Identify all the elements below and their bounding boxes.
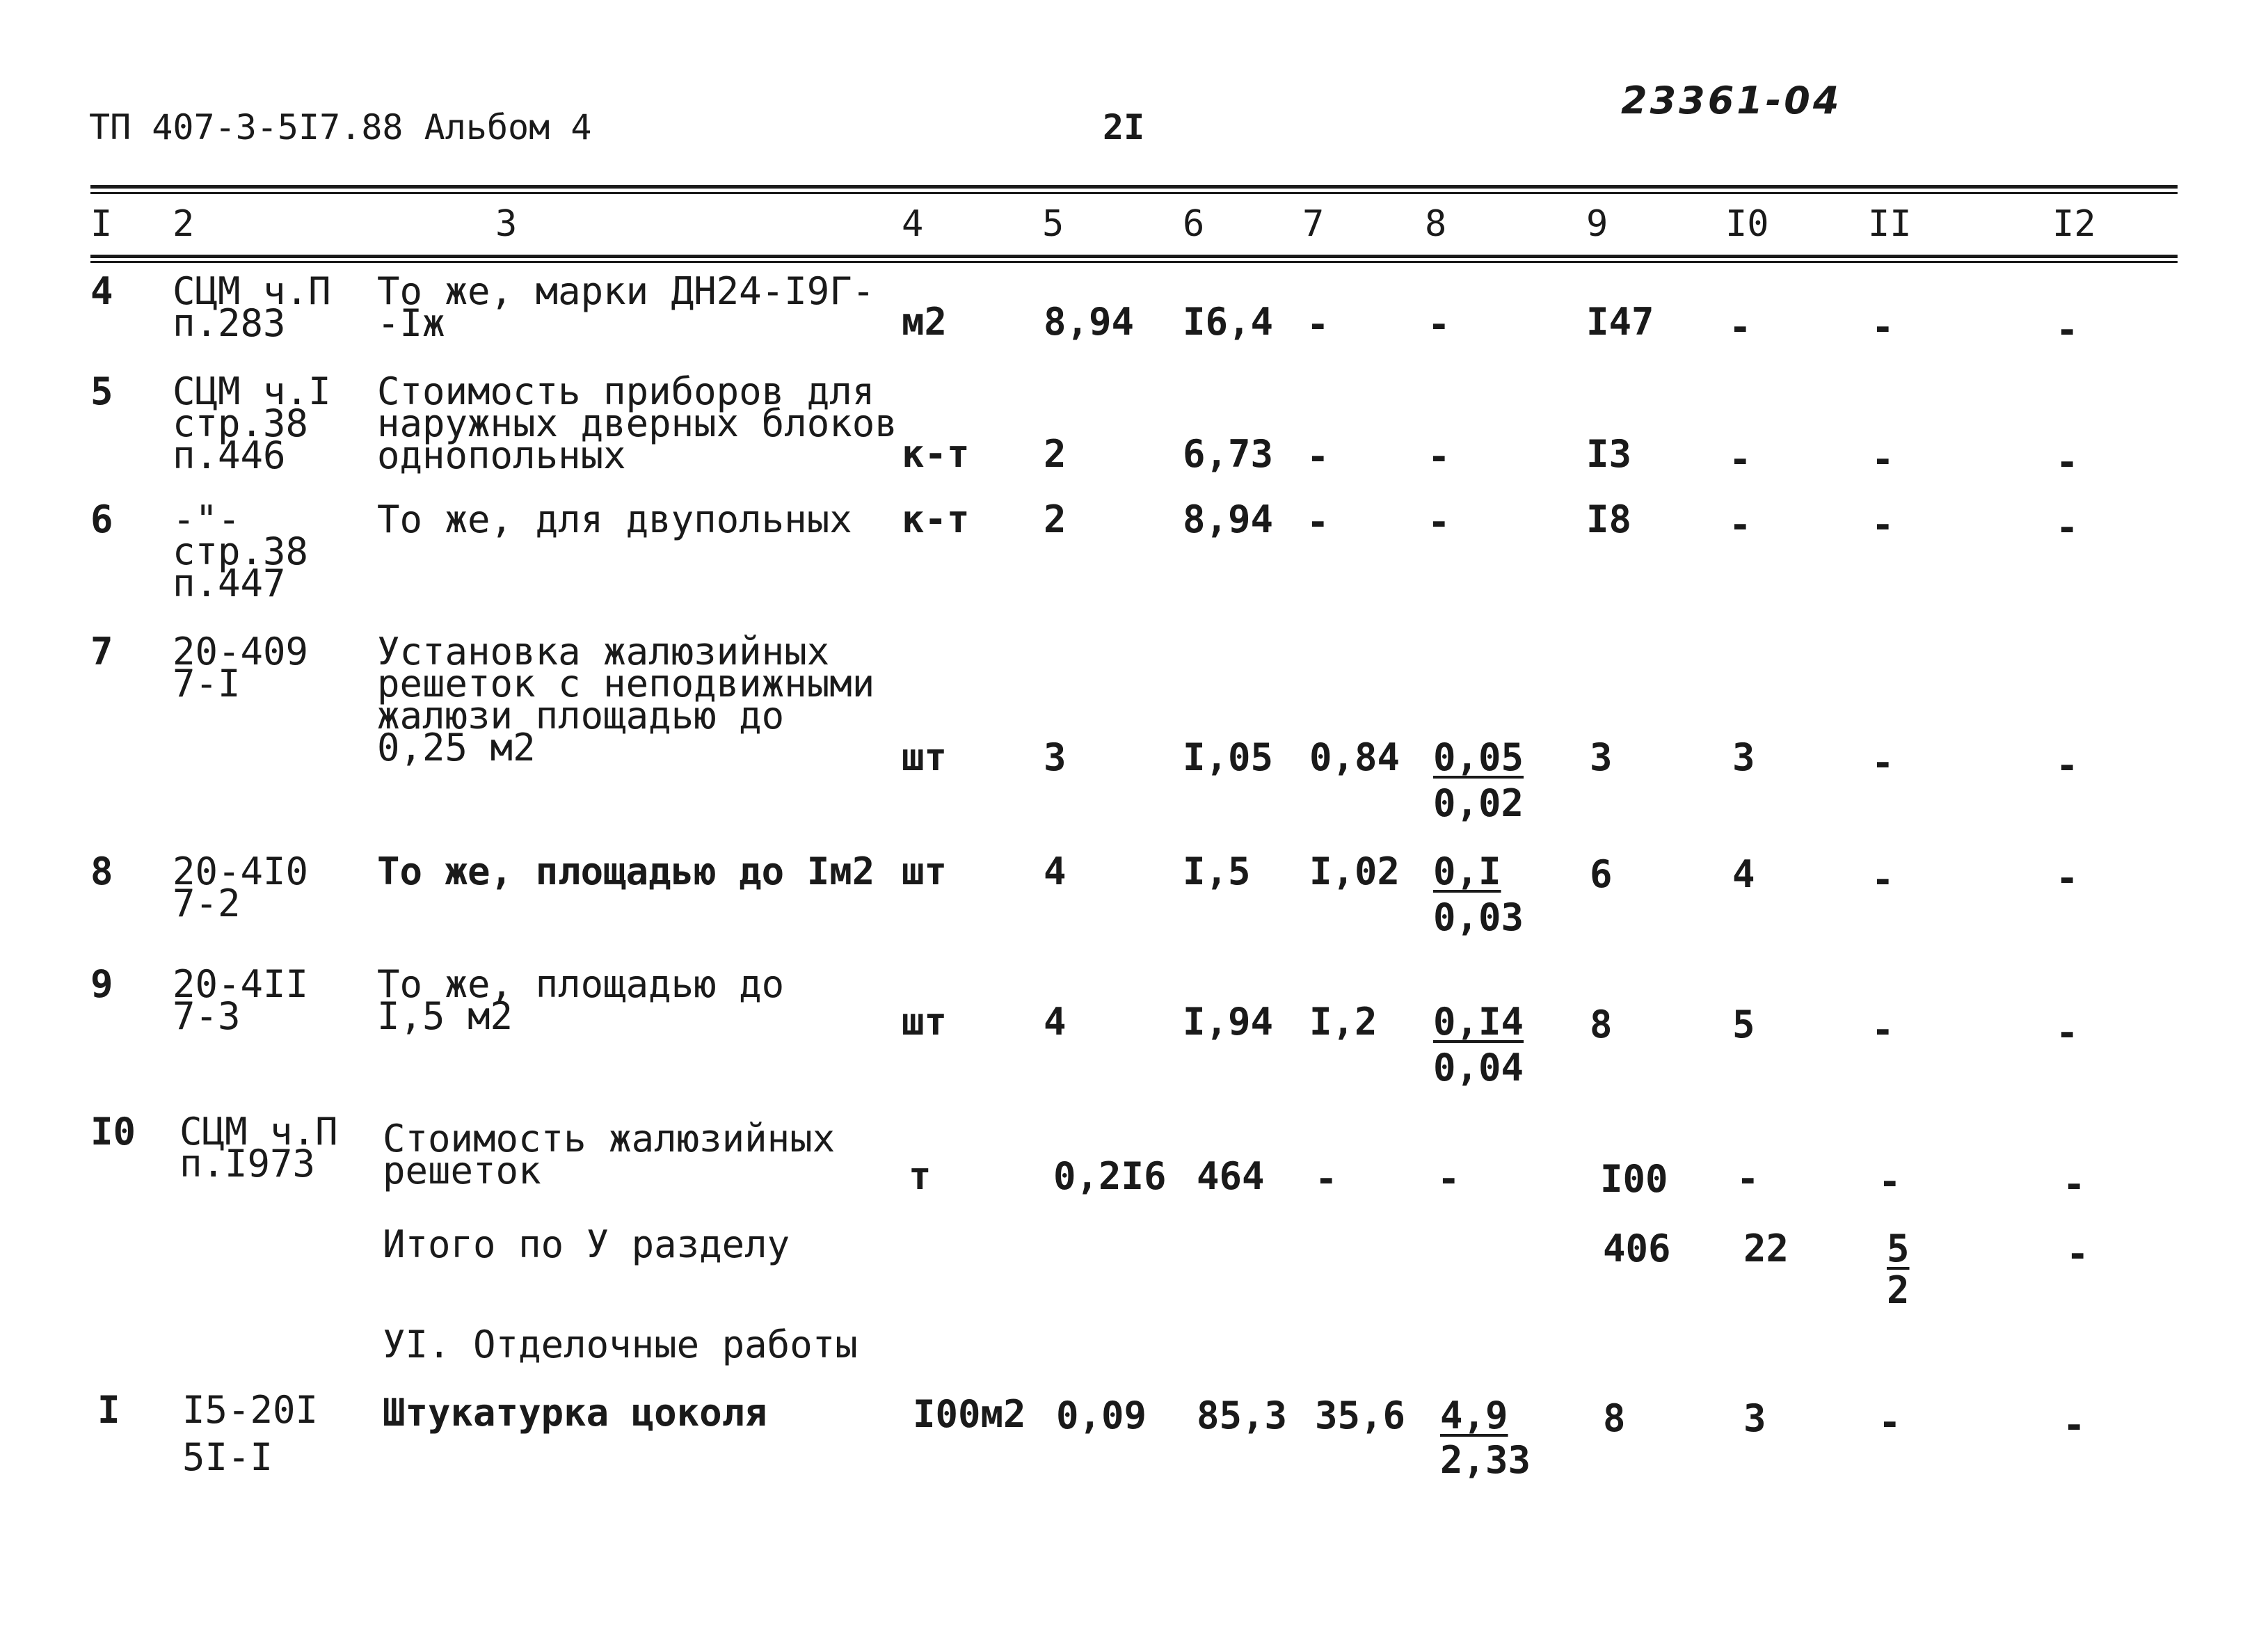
code-line: стр.38	[173, 529, 309, 573]
row-number: I	[97, 1388, 120, 1432]
description-line: То же, для двупольных	[377, 497, 852, 541]
col9-value: I00	[1600, 1157, 1668, 1201]
total-col11-numerator: 5	[1887, 1227, 1910, 1270]
col11-value: -	[1871, 503, 1894, 547]
col6-value: 464	[1197, 1154, 1265, 1198]
col5-value: 3	[1044, 735, 1067, 779]
col10-value: 3	[1743, 1396, 1766, 1440]
page-number: 2I	[1103, 107, 1145, 147]
col7-value: 35,6	[1315, 1394, 1406, 1437]
code-line: стр.38	[173, 401, 309, 445]
col5-value: 0,09	[1056, 1394, 1147, 1437]
section-title: УI. Отделочные работы	[383, 1323, 858, 1366]
unit: к-т	[902, 432, 970, 476]
row-code	[179, 1110, 338, 1186]
description-line: наружных дверных блоков	[377, 401, 897, 445]
description-line: жалюзи площадью до	[377, 694, 785, 737]
col7-value: -	[1307, 303, 1329, 346]
col5-value: 2	[1044, 432, 1067, 476]
row-code	[173, 269, 331, 345]
col8-fraction	[1433, 735, 1524, 825]
row-description	[377, 369, 897, 477]
col-header-8: 8	[1425, 203, 1447, 245]
col11-value: -	[1871, 858, 1894, 902]
col-header-2: 2	[173, 203, 195, 245]
code-line: 20-409	[173, 630, 309, 673]
col8-denominator: 0,04	[1433, 1046, 1524, 1090]
col8-numerator: 0,I	[1433, 850, 1501, 893]
col7-value: I,02	[1309, 850, 1400, 893]
col10-value: -	[1729, 438, 1752, 481]
col12-value: -	[2056, 744, 2079, 788]
unit: т	[909, 1154, 932, 1198]
col8-denominator: 0,03	[1433, 895, 1524, 939]
description-line: решеток с неподвижными	[377, 662, 875, 705]
col9-value: 6	[1590, 852, 1613, 896]
col7-value: -	[1315, 1157, 1338, 1201]
col-header-12: I2	[2052, 203, 2096, 245]
col6-value: I,05	[1183, 735, 1274, 779]
col10-value: 3	[1732, 735, 1755, 779]
row-number: 9	[90, 962, 113, 1006]
code-line: п.I973	[179, 1142, 316, 1186]
description-line: Установка жалюзийных	[377, 630, 830, 673]
col5-value: 4	[1044, 1000, 1067, 1044]
col11-value: -	[1871, 741, 1894, 785]
col-header-10: I0	[1725, 203, 1769, 245]
row-code	[173, 497, 309, 605]
column-header-rule	[90, 255, 2178, 258]
col7-value: I,2	[1309, 1000, 1377, 1044]
unit: м2	[902, 300, 948, 344]
col12-value: -	[2063, 1163, 2086, 1206]
row-number: I0	[90, 1110, 136, 1154]
col10-value: -	[1729, 305, 1752, 349]
col11-value: -	[1878, 1401, 1901, 1444]
row-description	[377, 850, 875, 893]
col6-value: I6,4	[1183, 300, 1274, 344]
row-description	[377, 962, 785, 1038]
col6-value: 85,3	[1197, 1394, 1288, 1437]
row-number: 5	[90, 369, 113, 413]
code-line: I5-20I	[182, 1388, 319, 1432]
row-description	[383, 1391, 767, 1435]
description-line: однопольных	[377, 433, 626, 477]
col8-numerator: 0,05	[1433, 735, 1524, 779]
col-header-6: 6	[1183, 203, 1205, 245]
code-line: 5I-I	[182, 1435, 273, 1479]
col-header-5: 5	[1042, 203, 1064, 245]
col9-value: I47	[1586, 300, 1654, 344]
row-number: 8	[90, 850, 113, 893]
col12-value: -	[2056, 308, 2079, 352]
col8-value: -	[1437, 1157, 1460, 1201]
row-code	[173, 369, 331, 477]
col9-value: I8	[1586, 497, 1632, 541]
col12-value: -	[2056, 440, 2079, 484]
total-col11-fraction	[1887, 1227, 1910, 1312]
code-line: 7-3	[173, 994, 241, 1038]
description-line: решеток	[383, 1149, 541, 1193]
code-line: 20-4II	[173, 962, 309, 1006]
code-line: СЦМ ч.П	[173, 269, 331, 313]
col11-value: -	[1871, 438, 1894, 481]
row-code	[173, 630, 309, 705]
archive-stamp: 23361-04	[1621, 79, 1842, 122]
row-description	[377, 269, 875, 345]
col5-value: 0,2I6	[1053, 1154, 1167, 1198]
col5-value: 8,94	[1044, 300, 1135, 344]
column-header-rule-2	[90, 261, 2178, 263]
col12-value: -	[2056, 506, 2079, 550]
total-col10: 22	[1743, 1227, 1789, 1270]
col6-value: I,94	[1183, 1000, 1274, 1044]
col8-value: -	[1428, 435, 1451, 479]
col-header-3: 3	[495, 203, 518, 245]
row-number: 4	[90, 269, 113, 313]
code-line: СЦМ ч.П	[179, 1110, 338, 1154]
description-line: 0,25 м2	[377, 726, 536, 769]
col8-fraction	[1440, 1394, 1531, 1482]
description-line: То же, площадью до Iм2	[377, 850, 875, 893]
col10-value: -	[1729, 503, 1752, 547]
row-number: 7	[90, 630, 113, 673]
col8-numerator: 4,9	[1440, 1394, 1508, 1437]
code-line: -"-	[173, 497, 241, 541]
col9-value: 3	[1590, 735, 1613, 779]
col5-value: 4	[1044, 850, 1067, 893]
col8-denominator: 2,33	[1440, 1438, 1531, 1482]
row-description	[377, 630, 875, 769]
total-col12: -	[2066, 1232, 2089, 1276]
row-number: 6	[90, 497, 113, 541]
col8-value: -	[1428, 303, 1451, 346]
description-line: То же, марки ДН24-I9Г-	[377, 269, 875, 313]
row-code	[173, 962, 309, 1038]
col-header-9: 9	[1586, 203, 1608, 245]
col5-value: 2	[1044, 497, 1067, 541]
description-line: I,5 м2	[377, 994, 513, 1038]
description-line: Стоимость жалюзийных	[383, 1117, 836, 1161]
code-line: 7-2	[173, 882, 241, 925]
col12-value: -	[2063, 1403, 2086, 1447]
col10-value: -	[1736, 1157, 1759, 1201]
description-line: Штукатурка цоколя	[383, 1391, 767, 1435]
code-line: п.283	[173, 301, 286, 345]
unit: шт	[902, 735, 948, 779]
code-line: 7-I	[173, 662, 241, 705]
col9-value: 8	[1590, 1003, 1613, 1046]
col7-value: 0,84	[1309, 735, 1400, 779]
col9-value: I3	[1586, 432, 1632, 476]
col-header-1: I	[90, 203, 113, 245]
col6-value: I,5	[1183, 850, 1251, 893]
col11-value: -	[1871, 305, 1894, 349]
col11-value: -	[1871, 1008, 1894, 1052]
top-rule	[90, 185, 2178, 189]
col12-value: -	[2056, 856, 2079, 900]
document-reference: ТП 407-3-5I7.88 Альбом 4	[89, 107, 592, 147]
top-rule-2	[90, 192, 2178, 194]
code-line: п.446	[173, 433, 286, 477]
total-col11-denominator: 2	[1887, 1268, 1910, 1312]
description-line: -Iж	[377, 301, 445, 345]
description-line: То же, площадью до	[377, 962, 785, 1006]
col12-value: -	[2056, 1011, 2079, 1055]
total-label: Итого по У разделу	[383, 1222, 790, 1266]
col8-fraction	[1433, 850, 1524, 939]
col8-numerator: 0,I4	[1433, 1000, 1524, 1044]
unit: к-т	[902, 497, 970, 541]
col11-value: -	[1878, 1160, 1901, 1204]
row-description	[383, 1117, 836, 1193]
total-col9: 406	[1603, 1227, 1671, 1270]
unit: шт	[902, 1000, 948, 1044]
code-line: п.447	[173, 561, 286, 605]
col7-value: -	[1307, 500, 1329, 544]
description-line: Стоимость приборов для	[377, 369, 875, 413]
col9-value: 8	[1603, 1396, 1626, 1440]
col8-value: -	[1428, 500, 1451, 544]
row-code	[173, 850, 309, 925]
col6-value: 8,94	[1183, 497, 1274, 541]
row-description	[377, 497, 852, 541]
unit: I00м2	[913, 1392, 1026, 1436]
col10-value: 4	[1732, 852, 1755, 896]
col10-value: 5	[1732, 1003, 1755, 1046]
col7-value: -	[1307, 435, 1329, 479]
row-code	[182, 1388, 319, 1479]
col-header-11: II	[1868, 203, 1912, 245]
col-header-4: 4	[902, 203, 924, 245]
col6-value: 6,73	[1183, 432, 1274, 476]
col8-denominator: 0,02	[1433, 781, 1524, 825]
code-line: 20-4I0	[173, 850, 309, 893]
unit: шт	[902, 850, 948, 893]
code-line: СЦМ ч.I	[173, 369, 331, 413]
col8-fraction	[1433, 1000, 1524, 1090]
col-header-7: 7	[1302, 203, 1325, 245]
